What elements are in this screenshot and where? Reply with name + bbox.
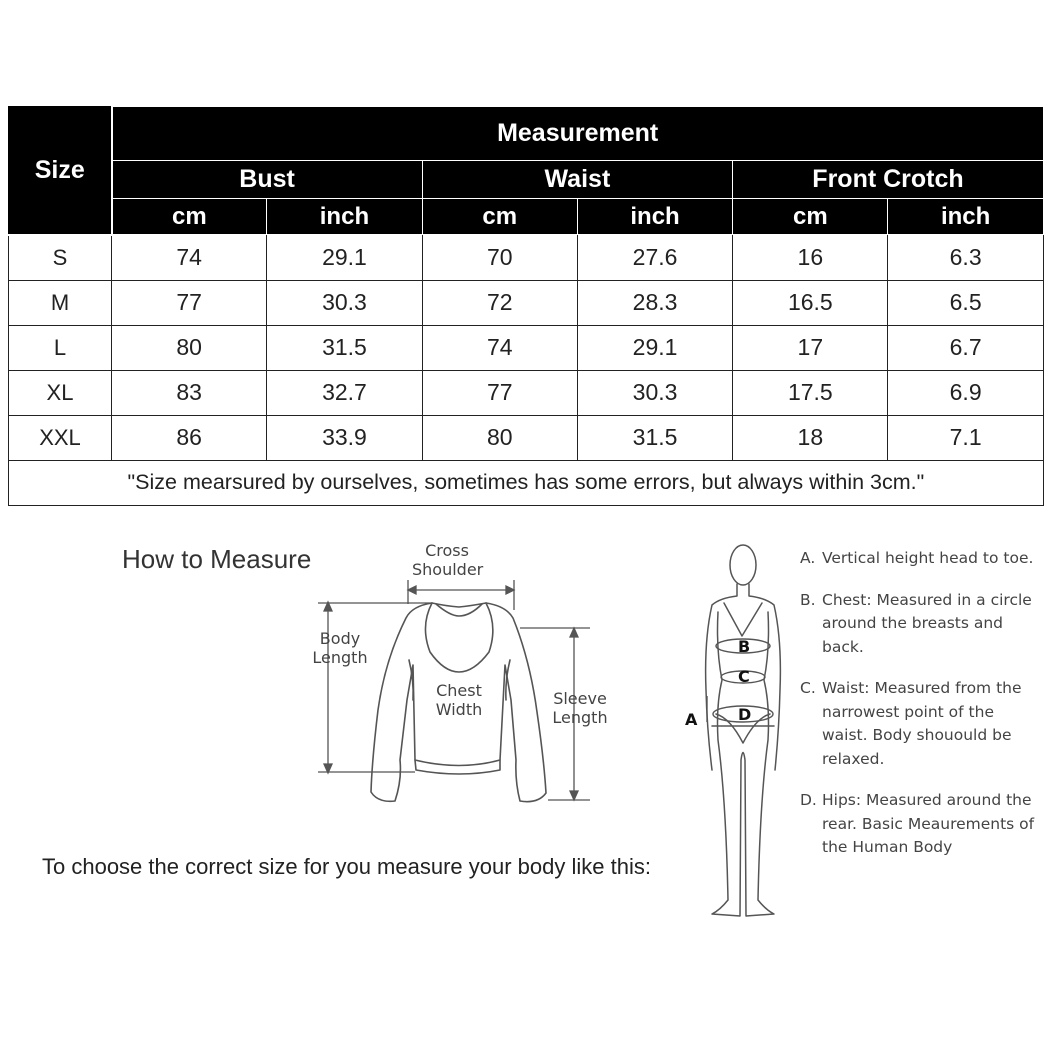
group-header-bust: Bust [112, 161, 423, 199]
table-note-row [9, 460, 1044, 505]
group-header-waist: Waist [422, 161, 733, 199]
table-cell: 6.5 [888, 280, 1043, 325]
table-cell: 30.3 [577, 370, 732, 415]
table-cell: 27.6 [577, 235, 732, 281]
point-label-d: D [738, 705, 752, 724]
table-cell: 72 [422, 280, 577, 325]
chest-width-label: Chest Width [435, 681, 483, 719]
table-cell: 83 [112, 370, 267, 415]
table-cell: 18 [733, 415, 888, 460]
table-row [9, 235, 1044, 281]
table-cell: 80 [422, 415, 577, 460]
table-cell: 6.9 [888, 370, 1043, 415]
unit-header: cm [112, 199, 267, 235]
unit-header: inch [888, 199, 1043, 235]
table-cell: 31.5 [577, 415, 732, 460]
size-cell: XXL [9, 415, 112, 460]
note-letter: D. [800, 791, 817, 809]
point-label-a: A [685, 710, 698, 729]
table-cell: 70 [422, 235, 577, 281]
head-outline [730, 545, 756, 585]
note-item [800, 789, 1040, 860]
table-cell: 16.5 [733, 280, 888, 325]
point-label-c: C [738, 667, 750, 686]
note-item [800, 547, 1040, 571]
size-cell: S [9, 235, 112, 281]
table-cell: 80 [112, 325, 267, 370]
table-cell: 86 [112, 415, 267, 460]
table-cell: 29.1 [577, 325, 732, 370]
human-body-diagram [690, 540, 800, 925]
note-item [800, 677, 1040, 771]
table-cell: 32.7 [267, 370, 422, 415]
table-cell: 28.3 [577, 280, 732, 325]
table-cell: 33.9 [267, 415, 422, 460]
garment-neckline [425, 603, 492, 672]
unit-header: cm [422, 199, 577, 235]
note-letter: A. [800, 549, 816, 567]
table-cell: 30.3 [267, 280, 422, 325]
measurement-header: Measurement [112, 107, 1044, 161]
note-letter: B. [800, 590, 816, 609]
group-header-front-crotch: Front Crotch [733, 161, 1044, 199]
size-chart-table [8, 106, 1044, 506]
note-text: Vertical height head to toe. [822, 549, 1034, 567]
size-cell: L [9, 325, 112, 370]
cross-shoulder-label: Cross Shoulder [412, 541, 484, 579]
table-cell: 77 [422, 370, 577, 415]
table-cell: 74 [112, 235, 267, 281]
table-cell: 6.7 [888, 325, 1043, 370]
table-cell: 7.1 [888, 415, 1043, 460]
size-cell: M [9, 280, 112, 325]
table-cell: 17 [733, 325, 888, 370]
table-row [9, 325, 1044, 370]
body-measurement-notes [800, 547, 1040, 878]
unit-header: inch [577, 199, 732, 235]
note-text: Hips: Measured around the rear. Basic Meaurements of the Human Body [822, 791, 1035, 856]
table-row [9, 415, 1044, 460]
unit-header: cm [733, 199, 888, 235]
note-letter: C. [800, 679, 816, 697]
how-to-measure-title: How to Measure [122, 544, 312, 574]
unit-header: inch [267, 199, 422, 235]
table-cell: 74 [422, 325, 577, 370]
table-row [9, 280, 1044, 325]
point-label-b: B [738, 637, 751, 656]
body-length-label: Body Length [312, 629, 368, 667]
size-header: Size [9, 107, 112, 235]
table-cell: 16 [733, 235, 888, 281]
measure-guide-text: To choose the correct size for you measure your body like this: [42, 854, 651, 879]
size-cell: XL [9, 370, 112, 415]
table-cell: 6.3 [888, 235, 1043, 281]
size-disclaimer-note: "Size mearsured by ourselves, sometimes has some errors, but always within 3cm." [9, 460, 1044, 505]
table-cell: 17.5 [733, 370, 888, 415]
note-item [800, 589, 1040, 660]
note-text: Waist: Measured from the narrowest point of the waist. Body shouould be relaxed. [822, 679, 1022, 768]
note-text: Chest: Measured in a circle around the breasts and back. [822, 590, 1032, 656]
table-cell: 77 [112, 280, 267, 325]
sleeve-length-label: Sleeve Length [552, 689, 608, 727]
table-cell: 29.1 [267, 235, 422, 281]
table-cell: 31.5 [267, 325, 422, 370]
table-row [9, 370, 1044, 415]
